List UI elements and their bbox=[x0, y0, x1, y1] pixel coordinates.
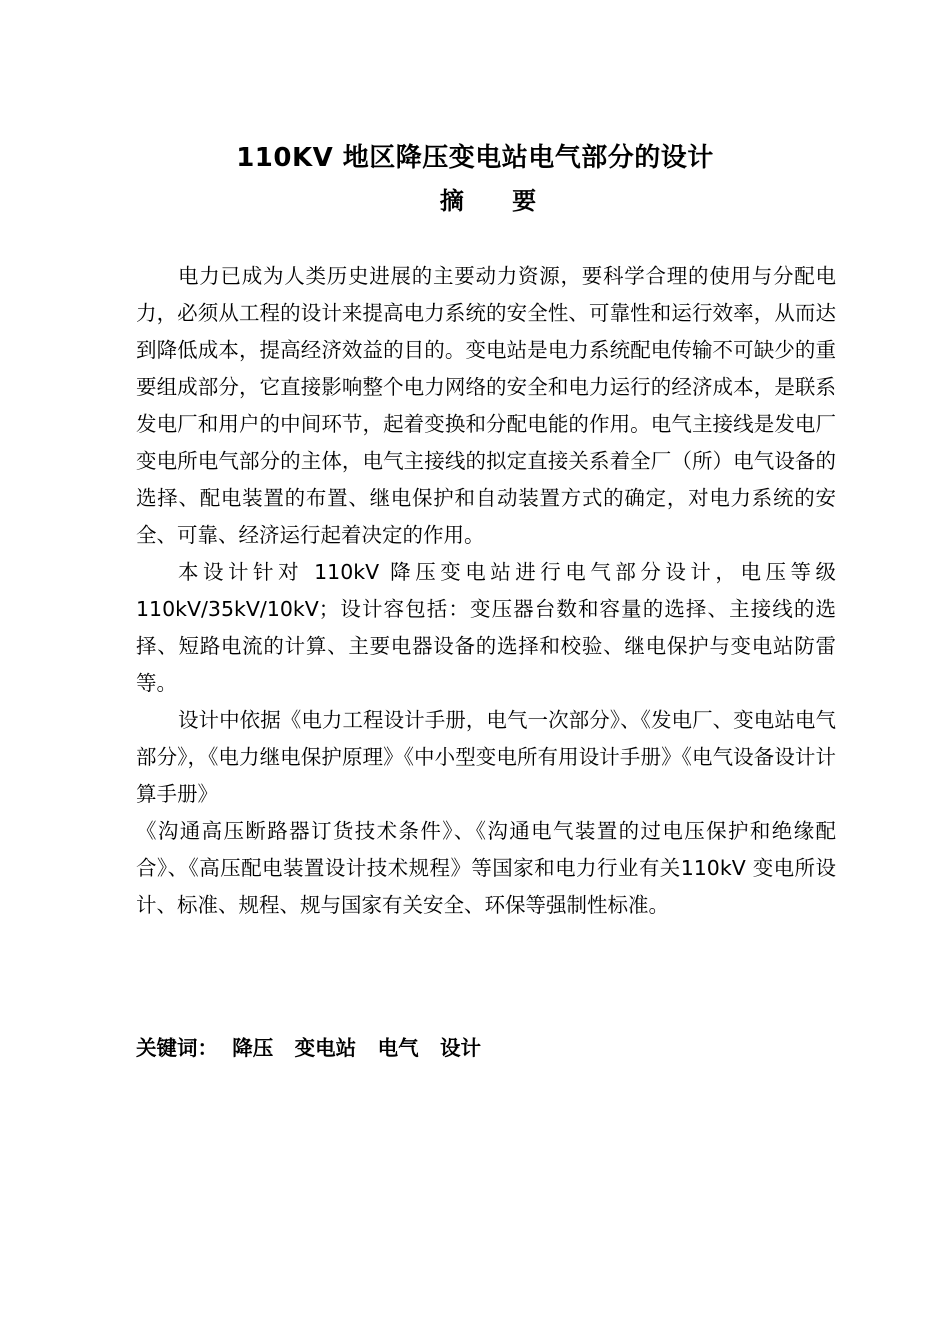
abstract-body bbox=[136, 258, 836, 924]
abstract-paragraph-3: 设计中依据《电力工程设计手册，电气一次部分》、《发电厂、变电站电气部分》，《电力继电保护原理》《中小型变电所有用设计手册》《电气设备设计计算手册》 bbox=[136, 708, 836, 806]
abstract-heading: 摘 要 bbox=[439, 187, 557, 215]
keywords-line: 关键词： 降压 变电站 电气 设计 bbox=[136, 1036, 482, 1060]
abstract-paragraph-2: 本设计针对 110kV 降压变电站进行电气部分设计，电压等级110kV/35kV/10kV；设计容包括：变压器台数和容量的选择、主接线的选择、短路电流的计算、主要电器设备的选择和校验、继电保护与变电站防雷等。 bbox=[136, 560, 836, 695]
abstract-paragraph-4: 《沟通高压断路器订货技术条件》、《沟通电气装置的过电压保护和绝缘配合》、《高压配电装置设计技术规程》等国家和电力行业有关110kV 变电所设计、标准、规程、规与国家有关安全、环保等强制性标准。 bbox=[136, 819, 836, 917]
document-title: 110KV 地区降压变电站电气部分的设计 bbox=[236, 143, 714, 173]
abstract-paragraph-1: 电力已成为人类历史进展的主要动力资源，要科学合理的使用与分配电力，必须从工程的设计来提高电力系统的安全性、可靠性和运行效率，从而达到降低成本，提高经济效益的目的。变电站是电力系统配电传输不可缺少的重要组成部分，它直接影响整个电力网络的安全和电力运行的经济成本，是联系发电厂和用户的中间环节，起着变换和分配电能的作用。电气主接线是发电厂变电所电气部分的主体，电气主接线的拟定直接关系着全厂（所）电气设备的选择、配电装置的布置、继电保护和自动装置方式的确定，对电力系统的安全、可靠、经济运行起着决定的作用。 bbox=[136, 264, 836, 547]
